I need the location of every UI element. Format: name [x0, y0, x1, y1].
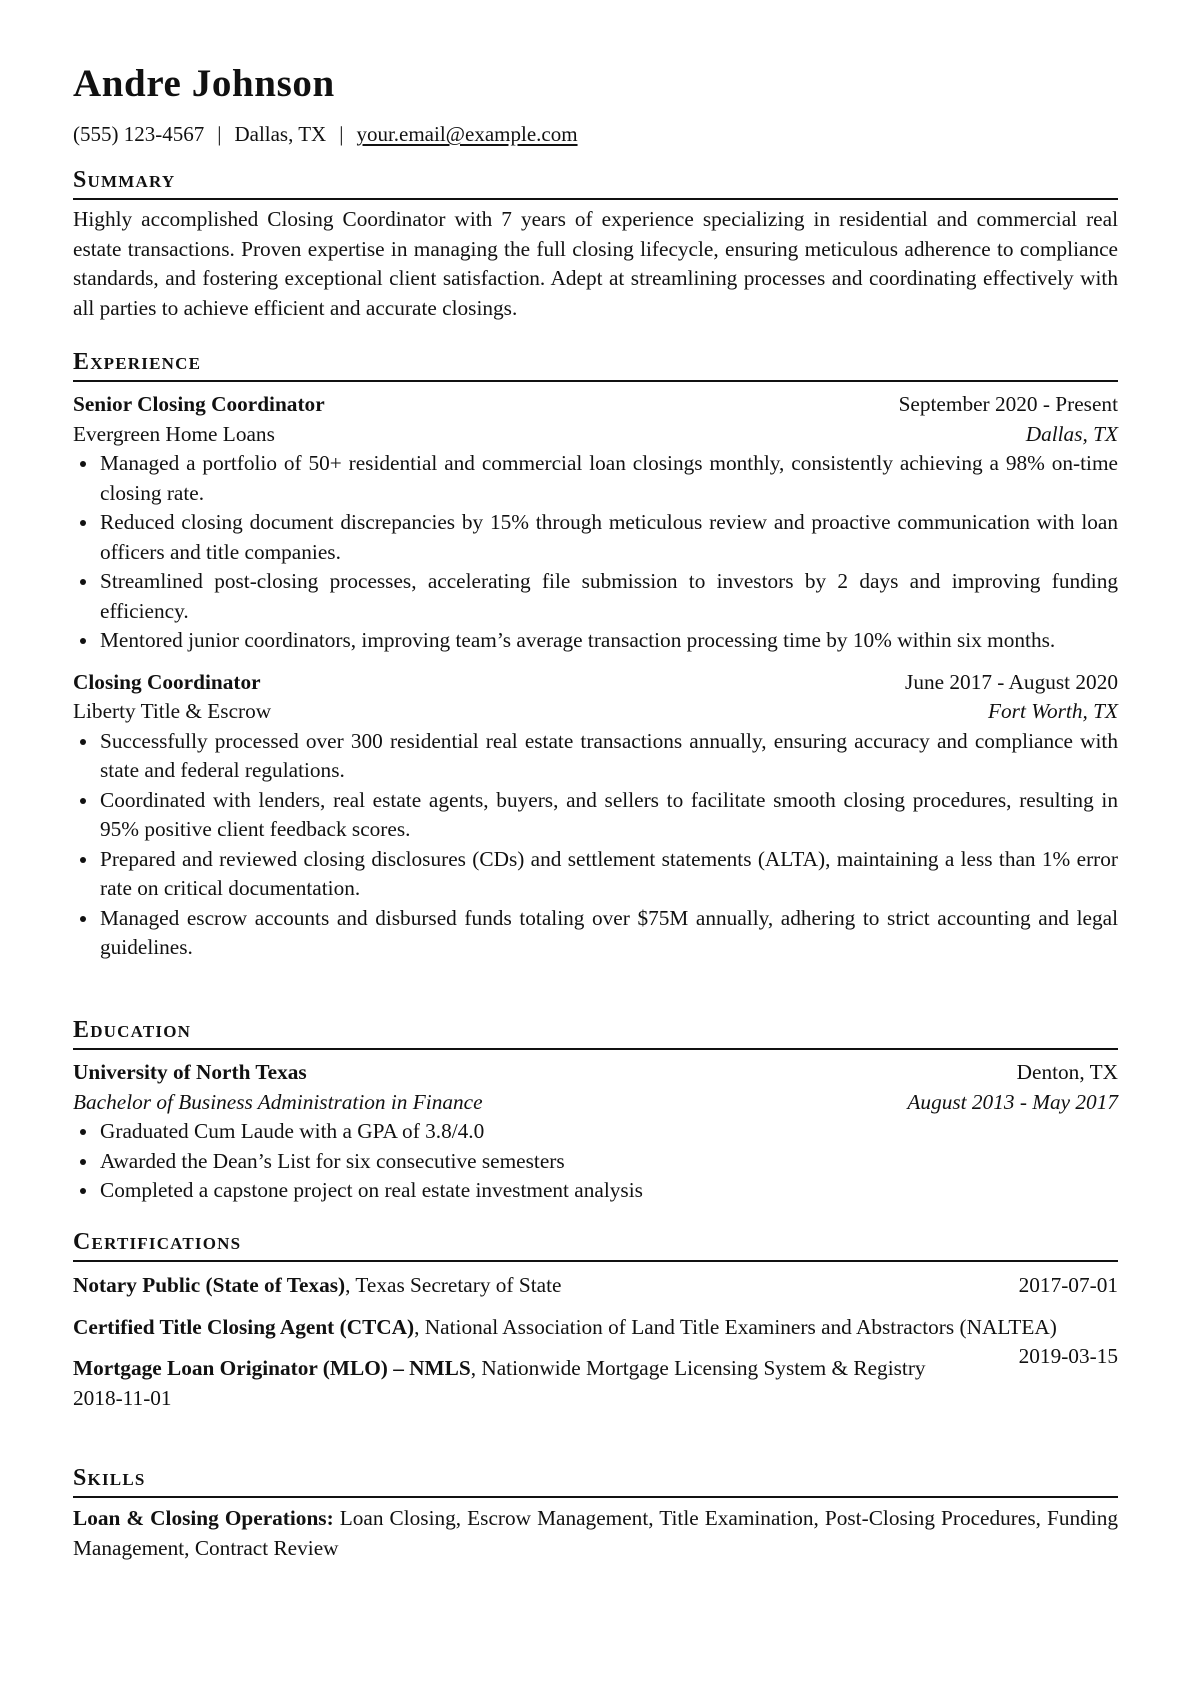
bullet-text: Completed a capstone project on real estate investment analysis [100, 1178, 643, 1202]
bullet-item [73, 904, 1118, 963]
section-heading-experience: Experience [73, 348, 1118, 382]
skills-section [73, 1464, 1118, 1563]
school-name: University of North Texas [73, 1060, 307, 1084]
bullet-icon [80, 1188, 86, 1194]
job-bullets [73, 727, 1118, 963]
location: Dallas, TX [234, 122, 327, 146]
job-dates: June 2017 - August 2020 [905, 669, 1118, 694]
bullet-icon [80, 857, 86, 863]
company-name: Evergreen Home Loans [73, 421, 275, 446]
bullet-icon [80, 579, 86, 585]
certification-item [73, 1271, 1118, 1301]
experience-section [73, 348, 1118, 963]
cert-issuer: , Texas Secretary of State [345, 1273, 562, 1297]
job-location: Dallas, TX [1025, 421, 1118, 446]
bullet-item [73, 845, 1118, 904]
bullet-item [73, 1176, 1118, 1206]
section-heading-skills: Skills [73, 1464, 1118, 1498]
bullet-item [73, 1147, 1118, 1177]
cert-date: 2019-03-15 [1018, 1344, 1118, 1368]
phone-number: (555) 123-4567 [73, 122, 205, 146]
summary-section [73, 166, 1118, 323]
bullet-icon [80, 461, 86, 467]
bullet-item [73, 626, 1118, 656]
bullet-item [73, 786, 1118, 845]
cert-issuer: , National Association of Land Title Examiners and Abstractors (NALTEA) [414, 1314, 1057, 1339]
certifications-section [73, 1228, 1118, 1413]
bullet-icon [80, 739, 86, 745]
bullet-icon [80, 1159, 86, 1165]
bullet-text: Managed a portfolio of 50+ residential and commercial loan closings monthly, consistently achieving a 98% on-time closing rate. [100, 451, 1118, 505]
bullet-icon [80, 638, 86, 644]
summary-text: Highly accomplished Closing Coordinator with 7 years of experience specializing in residential and commercial real estate transactions. Proven expertise in managing the full closing lifecycle, ensuring meticulous adherence to compliance standards, and fostering exceptional client satisfaction. Adept at streamlining processes and coordinating effectively with all parties to achieve efficient and accurate closings. [73, 207, 1118, 320]
cert-name: Notary Public (State of Texas) [73, 1273, 346, 1297]
bullet-text: Prepared and reviewed closing disclosures (CDs) and settlement statements (ALTA), maintaining a less than 1% error rate on critical documentation. [100, 846, 1118, 900]
job-entry [73, 390, 1118, 656]
job-title: Closing Coordinator [73, 669, 261, 694]
bullet-item [73, 567, 1118, 626]
bullet-item [73, 449, 1118, 508]
skill-category-label: Loan & Closing Operations: [73, 1506, 334, 1530]
cert-date: 2017-07-01 [1018, 1273, 1118, 1297]
section-heading-certifications: Certifications [73, 1228, 1118, 1262]
skill-category-items: Loan Closing, Escrow Management, Title Examination, Post-Closing Procedures, Funding Management, Contract Review [73, 1506, 1118, 1560]
bullet-item [73, 727, 1118, 786]
degree: Bachelor of Business Administration in Finance [73, 1089, 483, 1114]
job-dates: September 2020 - Present [898, 392, 1118, 416]
education-section [73, 1016, 1118, 1206]
bullet-text: Managed escrow accounts and disbursed funds totaling over $75M annually, adhering to strict accounting and legal guidelines. [100, 905, 1118, 959]
education-dates: August 2013 - May 2017 [907, 1089, 1118, 1114]
job-title: Senior Closing Coordinator [73, 392, 325, 416]
separator: | [339, 122, 344, 146]
certification-item [73, 1354, 1118, 1413]
bullet-icon [80, 1129, 86, 1135]
email-link[interactable]: your.email@example.com [356, 122, 578, 146]
contact-line [73, 120, 578, 148]
bullet-text: Mentored junior coordinators, improving team’s average transaction processing time by 10% within six months. [100, 628, 1056, 652]
bullet-text: Streamlined post-closing processes, accelerating file submission to investors by 2 days and improving funding efficiency. [100, 569, 1118, 623]
section-heading-education: Education [73, 1016, 1118, 1050]
candidate-name: Andre Johnson [73, 62, 335, 105]
bullet-text: Coordinated with lenders, real estate agents, buyers, and sellers to facilitate smooth closing procedures, resulting in 95% positive client feedback scores. [100, 787, 1118, 841]
cert-issuer: , Nationwide Mortgage Licensing System & Registry [470, 1356, 926, 1380]
company-name: Liberty Title & Escrow [73, 699, 272, 723]
section-heading-summary: Summary [73, 166, 1118, 200]
bullet-icon [80, 798, 86, 804]
job-bullets [73, 449, 1118, 656]
bullet-text: Reduced closing document discrepancies by 15% through meticulous review and proactive communication with loan officers and title companies. [100, 510, 1118, 564]
cert-name: Mortgage Loan Originator (MLO) – NMLS [73, 1356, 471, 1380]
cert-name: Certified Title Closing Agent (CTCA) [73, 1314, 415, 1339]
bullet-text: Successfully processed over 300 residential real estate transactions annually, ensuring accuracy and compliance with state and federal regulations. [100, 728, 1118, 782]
job-location: Fort Worth, TX [988, 699, 1118, 723]
skill-category [73, 1504, 1118, 1563]
cert-date: 2018-11-01 [73, 1385, 172, 1410]
bullet-text: Graduated Cum Laude with a GPA of 3.8/4.0 [100, 1119, 485, 1143]
job-entry [73, 668, 1118, 963]
bullet-icon [80, 520, 86, 526]
bullet-icon [80, 916, 86, 922]
separator: | [217, 122, 222, 146]
school-location: Denton, TX [1016, 1060, 1118, 1084]
bullet-item [73, 1117, 1118, 1147]
education-bullets [73, 1117, 1118, 1206]
education-entry [73, 1058, 1118, 1206]
bullet-text: Awarded the Dean’s List for six consecutive semesters [100, 1148, 565, 1173]
bullet-item [73, 508, 1118, 567]
